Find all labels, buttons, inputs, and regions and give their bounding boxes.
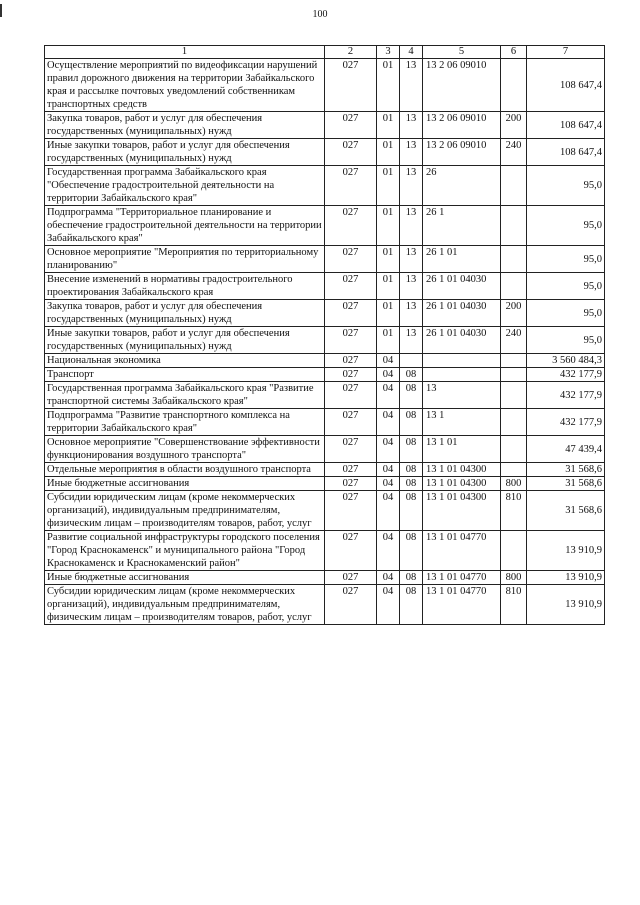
cell-vr: 810: [501, 491, 527, 531]
table-row: [45, 139, 605, 166]
cell-sum: 95,0: [527, 300, 605, 327]
cell-name: Развитие социальной инфраструктуры городского поселения "Город Краснокаменск" и муниципального района "Город Краснокаменск и Краснокаменский район": [45, 531, 325, 571]
cell-subsection: 13: [400, 246, 423, 273]
cell-subsection: 13: [400, 273, 423, 300]
cell-target: 13 1 01 04300: [423, 477, 501, 491]
cell-subsection: 08: [400, 368, 423, 382]
cell-vr: [501, 206, 527, 246]
cell-subsection: 13: [400, 112, 423, 139]
cell-target: 13 1 01 04770: [423, 585, 501, 625]
cell-ministry: 027: [325, 409, 377, 436]
cell-name: Подпрограмма "Развитие транспортного комплекса на территории Забайкальского края": [45, 409, 325, 436]
cell-sum: 95,0: [527, 246, 605, 273]
cell-ministry: 027: [325, 436, 377, 463]
cell-ministry: 027: [325, 59, 377, 112]
cell-target: 26 1 01: [423, 246, 501, 273]
table-row: [45, 585, 605, 625]
cell-ministry: 027: [325, 139, 377, 166]
cell-name: Транспорт: [45, 368, 325, 382]
cell-vr: [501, 246, 527, 273]
cell-subsection: 13: [400, 300, 423, 327]
cell-section: 01: [377, 139, 400, 166]
table-row: [45, 300, 605, 327]
cell-subsection: [400, 354, 423, 368]
cell-target: 26 1 01 04030: [423, 327, 501, 354]
cell-name: Подпрограмма "Территориальное планирование и обеспечение градостроительной деятельности на территории Забайкальского края": [45, 206, 325, 246]
cell-name: Основное мероприятие "Совершенствование эффективности функционирования воздушного транспорта": [45, 436, 325, 463]
cell-vr: 800: [501, 477, 527, 491]
cell-subsection: 13: [400, 139, 423, 166]
cell-section: 01: [377, 59, 400, 112]
cell-vr: 200: [501, 300, 527, 327]
cell-section: 01: [377, 166, 400, 206]
cell-subsection: 08: [400, 531, 423, 571]
cell-subsection: 13: [400, 327, 423, 354]
cell-name: Отдельные мероприятия в области воздушного транспорта: [45, 463, 325, 477]
cell-section: 04: [377, 463, 400, 477]
table-row: [45, 166, 605, 206]
cell-ministry: 027: [325, 166, 377, 206]
cell-subsection: 08: [400, 382, 423, 409]
cell-ministry: 027: [325, 273, 377, 300]
cell-ministry: 027: [325, 206, 377, 246]
header-col-subsection: 4: [400, 46, 423, 59]
cell-subsection: 08: [400, 571, 423, 585]
header-col-target: 5: [423, 46, 501, 59]
cell-subsection: 13: [400, 206, 423, 246]
cell-target: 13: [423, 382, 501, 409]
table-row: [45, 368, 605, 382]
cell-target: 13 2 06 09010: [423, 139, 501, 166]
cell-sum: 13 910,9: [527, 585, 605, 625]
cell-section: 01: [377, 112, 400, 139]
cell-section: 01: [377, 327, 400, 354]
table-row: [45, 327, 605, 354]
cell-vr: [501, 409, 527, 436]
cell-name: Закупка товаров, работ и услуг для обеспечения государственных (муниципальных) нужд: [45, 112, 325, 139]
cell-sum: 432 177,9: [527, 409, 605, 436]
cell-vr: [501, 59, 527, 112]
cell-name: Государственная программа Забайкальского края "Обеспечение градостроительной деятельности на территории Забайкальского края": [45, 166, 325, 206]
cell-name: Иные закупки товаров, работ и услуг для обеспечения государственных (муниципальных) нужд: [45, 327, 325, 354]
cell-target: 13 1 01: [423, 436, 501, 463]
cell-sum: 95,0: [527, 327, 605, 354]
cell-target: 26 1: [423, 206, 501, 246]
cell-sum: 108 647,4: [527, 112, 605, 139]
cell-name: Основное мероприятие "Мероприятия по территориальному планированию": [45, 246, 325, 273]
cell-ministry: 027: [325, 463, 377, 477]
cell-target: 26: [423, 166, 501, 206]
cell-section: 04: [377, 354, 400, 368]
cell-section: 04: [377, 409, 400, 436]
cell-vr: 240: [501, 139, 527, 166]
table-row: [45, 206, 605, 246]
cell-section: 04: [377, 436, 400, 463]
cell-section: 01: [377, 300, 400, 327]
table-row: [45, 491, 605, 531]
table-row: [45, 246, 605, 273]
table-row: [45, 112, 605, 139]
cell-section: 04: [377, 382, 400, 409]
cell-section: 01: [377, 273, 400, 300]
cell-ministry: 027: [325, 477, 377, 491]
header-col-ministry: 2: [325, 46, 377, 59]
cell-target: 13 1 01 04770: [423, 571, 501, 585]
header-col-sum: 7: [527, 46, 605, 59]
cell-subsection: 13: [400, 59, 423, 112]
cell-target: [423, 354, 501, 368]
cell-sum: 3 560 484,3: [527, 354, 605, 368]
header-col-name: 1: [45, 46, 325, 59]
cell-target: 13 2 06 09010: [423, 112, 501, 139]
cell-target: 26 1 01 04030: [423, 300, 501, 327]
budget-table: [44, 45, 605, 625]
cell-ministry: 027: [325, 354, 377, 368]
cell-name: Осуществление мероприятий по видеофиксации нарушений правил дорожного движения на территории Забайкальского края и рассылке почтовых уведомлений собственникам транспортных средств: [45, 59, 325, 112]
cell-vr: 200: [501, 112, 527, 139]
cell-target: 13 2 06 09010: [423, 59, 501, 112]
table-row: [45, 436, 605, 463]
cell-subsection: 08: [400, 491, 423, 531]
cell-vr: [501, 166, 527, 206]
table-body: [45, 59, 605, 625]
cell-name: Иные закупки товаров, работ и услуг для обеспечения государственных (муниципальных) нужд: [45, 139, 325, 166]
table-row: [45, 273, 605, 300]
cell-sum: 31 568,6: [527, 477, 605, 491]
cell-vr: [501, 463, 527, 477]
cell-subsection: 08: [400, 585, 423, 625]
header-col-section: 3: [377, 46, 400, 59]
table-row: [45, 59, 605, 112]
cell-ministry: 027: [325, 327, 377, 354]
table-row: [45, 531, 605, 571]
cell-name: Иные бюджетные ассигнования: [45, 571, 325, 585]
cell-ministry: 027: [325, 491, 377, 531]
cell-vr: [501, 436, 527, 463]
cell-vr: [501, 368, 527, 382]
table-row: [45, 409, 605, 436]
table-row: [45, 477, 605, 491]
cell-ministry: 027: [325, 531, 377, 571]
cell-ministry: 027: [325, 382, 377, 409]
table-header-row: [45, 46, 605, 59]
cell-sum: 108 647,4: [527, 139, 605, 166]
header-col-vr: 6: [501, 46, 527, 59]
cell-sum: 13 910,9: [527, 531, 605, 571]
cell-vr: [501, 531, 527, 571]
cell-ministry: 027: [325, 112, 377, 139]
cell-name: Национальная экономика: [45, 354, 325, 368]
cell-section: 04: [377, 491, 400, 531]
cell-target: 13 1 01 04300: [423, 463, 501, 477]
cell-sum: 95,0: [527, 166, 605, 206]
cell-vr: [501, 354, 527, 368]
cell-subsection: 13: [400, 166, 423, 206]
cell-subsection: 08: [400, 477, 423, 491]
page-number: 100: [312, 9, 328, 20]
cell-section: 04: [377, 368, 400, 382]
cell-name: Внесение изменений в нормативы градостроительного проектирования Забайкальского края: [45, 273, 325, 300]
cell-vr: 810: [501, 585, 527, 625]
cell-sum: 95,0: [527, 206, 605, 246]
cell-name: Субсидии юридическим лицам (кроме некоммерческих организаций), индивидуальным предпринимателям, физическим лицам – производителям товаров, работ, услуг: [45, 585, 325, 625]
cell-sum: 432 177,9: [527, 368, 605, 382]
cell-section: 04: [377, 585, 400, 625]
cell-subsection: 08: [400, 409, 423, 436]
cell-section: 01: [377, 246, 400, 273]
cell-vr: 240: [501, 327, 527, 354]
cell-sum: 31 568,6: [527, 463, 605, 477]
cell-ministry: 027: [325, 368, 377, 382]
table-row: [45, 382, 605, 409]
cell-section: 04: [377, 477, 400, 491]
cell-sum: 432 177,9: [527, 382, 605, 409]
cell-sum: 13 910,9: [527, 571, 605, 585]
table-row: [45, 571, 605, 585]
cell-sum: 108 647,4: [527, 59, 605, 112]
cell-subsection: 08: [400, 436, 423, 463]
cell-name: Закупка товаров, работ и услуг для обеспечения государственных (муниципальных) нужд: [45, 300, 325, 327]
cell-target: 13 1 01 04300: [423, 491, 501, 531]
cell-target: 26 1 01 04030: [423, 273, 501, 300]
cell-vr: [501, 273, 527, 300]
cell-name: Субсидии юридическим лицам (кроме некоммерческих организаций), индивидуальным предпринимателям, физическим лицам – производителям товаров, работ, услуг: [45, 491, 325, 531]
table-row: [45, 463, 605, 477]
cell-sum: 47 439,4: [527, 436, 605, 463]
cell-ministry: 027: [325, 585, 377, 625]
cell-target: 13 1 01 04770: [423, 531, 501, 571]
cell-name: Иные бюджетные ассигнования: [45, 477, 325, 491]
cell-name: Государственная программа Забайкальского края "Развитие транспортной системы Забайкальского края": [45, 382, 325, 409]
cell-target: 13 1: [423, 409, 501, 436]
cell-ministry: 027: [325, 300, 377, 327]
cell-subsection: 08: [400, 463, 423, 477]
cell-section: 01: [377, 206, 400, 246]
cell-sum: 31 568,6: [527, 491, 605, 531]
cell-vr: 800: [501, 571, 527, 585]
table-row: [45, 354, 605, 368]
cell-section: 04: [377, 531, 400, 571]
cell-section: 04: [377, 571, 400, 585]
cell-sum: 95,0: [527, 273, 605, 300]
cell-ministry: 027: [325, 246, 377, 273]
cell-ministry: 027: [325, 571, 377, 585]
cell-vr: [501, 382, 527, 409]
cell-target: [423, 368, 501, 382]
